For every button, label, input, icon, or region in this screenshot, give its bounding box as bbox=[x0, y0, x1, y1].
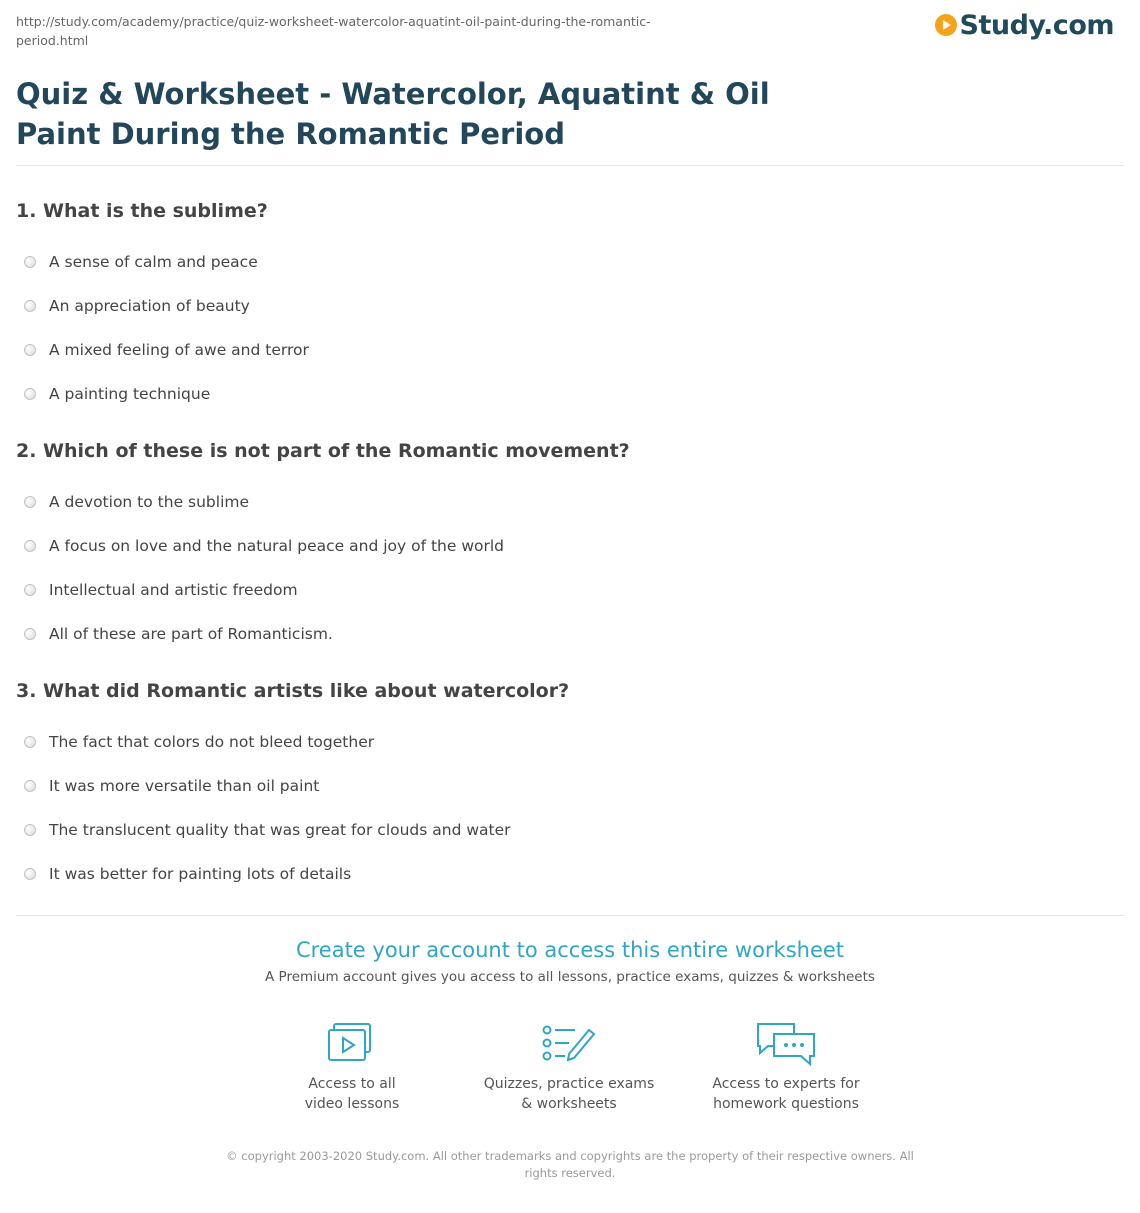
radio-button[interactable] bbox=[24, 628, 36, 640]
answer-option[interactable] bbox=[16, 568, 1116, 612]
question-title: 2. Which of these is not part of the Romantic movement? bbox=[16, 440, 630, 462]
option-label: It was more versatile than oil paint bbox=[49, 777, 320, 795]
option-label: A mixed feeling of awe and terror bbox=[49, 341, 309, 359]
quiz-checklist-icon bbox=[539, 1020, 599, 1066]
question-2 bbox=[16, 438, 1116, 656]
answer-option[interactable] bbox=[16, 240, 1116, 284]
answer-option[interactable] bbox=[16, 808, 1116, 852]
option-label: An appreciation of beauty bbox=[49, 297, 250, 315]
answer-option[interactable] bbox=[16, 328, 1116, 372]
option-label: A focus on love and the natural peace and joy of the world bbox=[49, 537, 505, 555]
answer-option[interactable] bbox=[16, 612, 1116, 656]
answer-option[interactable] bbox=[16, 284, 1116, 328]
option-label: It was better for painting lots of details bbox=[49, 865, 352, 883]
radio-button[interactable] bbox=[24, 868, 36, 880]
cta-subtitle: A Premium account gives you access to all lessons, practice exams, quizzes & worksheets bbox=[265, 969, 875, 985]
option-label: Intellectual and artistic freedom bbox=[49, 581, 298, 599]
copyright-footer: © copyright 2003-2020 Study.com. All other trademarks and copyrights are the property of their respective owners. All rights reserved. bbox=[226, 1149, 914, 1180]
option-label: A painting technique bbox=[49, 385, 211, 403]
video-lessons-icon bbox=[322, 1020, 382, 1066]
radio-button[interactable] bbox=[24, 496, 36, 508]
question-1 bbox=[16, 198, 1116, 416]
option-label: The translucent quality that was great for clouds and water bbox=[49, 821, 511, 839]
answer-option[interactable] bbox=[16, 480, 1116, 524]
radio-button[interactable] bbox=[24, 388, 36, 400]
feature-quizzes bbox=[469, 1020, 669, 1114]
question-title: 1. What is the sublime? bbox=[16, 200, 268, 222]
page-url: http://study.com/academy/practice/quiz-worksheet-watercolor-aquatint-oil-paint-during-the-romantic-period.html bbox=[16, 14, 651, 48]
cta-divider bbox=[16, 915, 1124, 916]
answer-option[interactable] bbox=[16, 852, 1116, 896]
answer-option[interactable] bbox=[16, 720, 1116, 764]
feature-label: Access to all video lessons bbox=[304, 1076, 400, 1112]
question-3 bbox=[16, 678, 1116, 896]
play-circle-icon bbox=[935, 14, 957, 36]
answer-option[interactable] bbox=[16, 372, 1116, 416]
radio-button[interactable] bbox=[24, 736, 36, 748]
question-title: 3. What did Romantic artists like about watercolor? bbox=[16, 680, 570, 702]
study-logo[interactable] bbox=[935, 8, 1114, 42]
radio-button[interactable] bbox=[24, 780, 36, 792]
option-label: All of these are part of Romanticism. bbox=[49, 625, 333, 643]
logo-text: Study.com bbox=[959, 9, 1114, 41]
feature-label: Quizzes, practice exams & worksheets bbox=[483, 1076, 655, 1112]
radio-button[interactable] bbox=[24, 540, 36, 552]
radio-button[interactable] bbox=[24, 300, 36, 312]
radio-button[interactable] bbox=[24, 824, 36, 836]
radio-button[interactable] bbox=[24, 584, 36, 596]
feature-video-lessons bbox=[252, 1020, 452, 1114]
chat-bubbles-icon bbox=[754, 1020, 818, 1066]
option-label: The fact that colors do not bleed together bbox=[49, 733, 375, 751]
title-divider bbox=[16, 165, 1124, 166]
answer-option[interactable] bbox=[16, 524, 1116, 568]
page-title: Quiz & Worksheet - Watercolor, Aquatint & Oil Paint During the Romantic Period bbox=[16, 77, 770, 151]
radio-button[interactable] bbox=[24, 344, 36, 356]
option-label: A devotion to the sublime bbox=[49, 493, 250, 511]
answer-option[interactable] bbox=[16, 764, 1116, 808]
feature-experts bbox=[686, 1020, 886, 1114]
option-label: A sense of calm and peace bbox=[49, 253, 258, 271]
feature-label: Access to experts for homework questions bbox=[712, 1076, 860, 1112]
cta-title[interactable]: Create your account to access this entire worksheet bbox=[295, 938, 845, 962]
radio-button[interactable] bbox=[24, 256, 36, 268]
